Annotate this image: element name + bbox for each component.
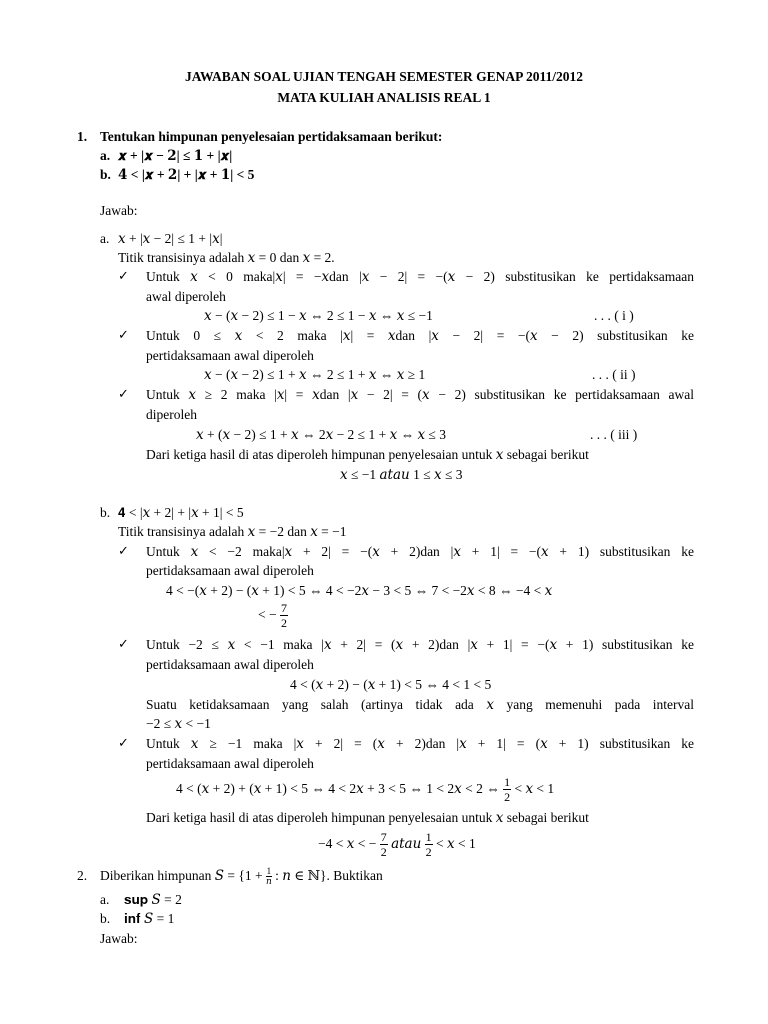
doc-title-line-2: MATA KULIAH ANALISIS REAL 1 <box>277 90 491 105</box>
fraction <box>425 830 433 859</box>
q2-prompt-suffix: : 𝑛 ∈ ℕ}. Buktikan <box>275 868 383 883</box>
q2-prompt-prefix: Diberikan himpunan 𝑆 = {1 + <box>100 868 263 883</box>
q2-b-statement: 𝐢𝐧𝐟 𝑆 = 1 <box>124 911 175 926</box>
fraction-denominator: 2 <box>504 790 511 805</box>
q1-prompt: Tentukan himpunan penyelesaian pertidaksamaan berikut: <box>100 129 443 144</box>
q1b-case3-text: Untuk 𝑥 ≥ −1 maka |𝑥 + 2| = (𝑥 + 2)dan |𝑥 + 1| = (𝑥 + 1) substitusikan ke <box>146 736 694 751</box>
q1b-case2-text: Untuk −2 ≤ 𝑥 < −1 maka |𝑥 + 2| = (𝑥 + 2)dan |𝑥 + 1| = −(𝑥 + 1) substitusikan ke <box>146 637 694 652</box>
q1b-answer-or: 𝑎𝑡𝑎𝑢 <box>391 836 422 851</box>
q1a-case3-text-cont: diperoleh <box>146 407 197 422</box>
q1b-case3-result-tail: < 𝑥 < 1 <box>514 781 555 796</box>
q1a-case1-result: 𝑥 − (𝑥 − 2) ≤ 1 − 𝑥 ⇔ 2 ≤ 1 − 𝑥 ⇔ 𝑥 ≤ −1 <box>204 308 433 323</box>
q1a-case2-tag: . . . ( ii ) <box>592 367 636 382</box>
q2-a-label: a. <box>100 892 110 907</box>
checkmark-icon: ✓ <box>118 736 129 751</box>
q1a-case2-result: 𝑥 − (𝑥 − 2) ≤ 1 + 𝑥 ⇔ 2 ≤ 1 + 𝑥 ⇔ 𝑥 ≥ 1 <box>204 367 426 382</box>
q1a-case3-result: 𝑥 + (𝑥 − 2) ≤ 1 + 𝑥 ⇔ 2𝑥 − 2 ≤ 1 + 𝑥 ⇔ 𝑥 ≤ 3 <box>196 427 446 442</box>
q1a-case1-text: Untuk 𝑥 < 0 maka|𝑥| = −𝑥dan |𝑥 − 2| = −(𝑥 − 2) substitusikan ke pertidaksamaan <box>146 269 694 284</box>
checkmark-icon: ✓ <box>118 328 129 343</box>
q1b-case3-result <box>176 771 554 807</box>
q2-number: 2. <box>77 868 88 883</box>
q1b-answer-label: b. <box>100 505 111 520</box>
fraction <box>266 867 272 886</box>
checkmark-icon: ✓ <box>118 387 129 402</box>
fraction-denominator: 2 <box>280 616 287 631</box>
q1-a-label: a. <box>100 148 111 163</box>
q1b-final-answer <box>318 826 476 862</box>
q1b-case1-prefix: < − <box>258 607 277 622</box>
checkmark-icon: ✓ <box>118 544 129 559</box>
q1a-case2-text-cont: pertidaksamaan awal diperoleh <box>146 348 314 363</box>
q1a-final-answer: 𝑥 ≤ −1 𝑎𝑡𝑎𝑢 1 ≤ 𝑥 ≤ 3 <box>340 467 463 482</box>
q2-a-statement: 𝐬𝐮𝐩 𝑆 = 2 <box>124 892 182 907</box>
q1-jawab-label: Jawab: <box>100 203 138 218</box>
q1a-case3-tag: . . . ( iii ) <box>590 427 638 442</box>
q1b-case2-result: 4 < (𝑥 + 2) − (𝑥 + 1) < 5 ⇔ 4 < 1 < 5 <box>290 677 492 692</box>
fraction-numerator: 1 <box>504 775 511 790</box>
q2-jawab-label: Jawab: <box>100 931 138 946</box>
q1a-answer-expression: 𝑥 + |𝑥 − 2| ≤ 1 + |𝑥| <box>118 231 223 246</box>
q1b-case2-text-cont: pertidaksamaan awal diperoleh <box>146 657 314 672</box>
q1-number: 1. <box>77 129 88 144</box>
q1b-note-interval: −2 ≤ 𝑥 < −1 <box>146 716 211 731</box>
q1a-case1-tag: . . . ( i ) <box>594 308 634 323</box>
q1-b-label: b. <box>100 167 111 182</box>
q1b-case1-result-cont <box>258 598 288 632</box>
checkmark-icon: ✓ <box>118 637 129 652</box>
q2-b-label: b. <box>100 911 111 926</box>
q1a-conclusion: Dari ketiga hasil di atas diperoleh himpunan penyelesaian untuk 𝑥 sebagai berikut <box>146 447 589 462</box>
q1a-case2-text: Untuk 0 ≤ 𝑥 < 2 maka |𝑥| = 𝑥dan |𝑥 − 2| = −(𝑥 − 2) substitusikan ke <box>146 328 694 343</box>
q1a-case1-text-cont: awal diperoleh <box>146 289 226 304</box>
fraction-numerator: 1 <box>266 866 272 877</box>
q2-prompt <box>100 866 383 886</box>
q1-b-expression: 𝟒 < |𝒙 + 𝟐| + |𝒙 + 𝟏| < 5 <box>118 167 255 182</box>
fraction <box>380 830 388 859</box>
q1b-conclusion: Dari ketiga hasil di atas diperoleh himpunan penyelesaian untuk 𝑥 sebagai berikut <box>146 810 589 825</box>
fraction-numerator: 7 <box>380 830 387 845</box>
fraction <box>503 775 511 804</box>
q1b-case3-text-cont: pertidaksamaan awal diperoleh <box>146 756 314 771</box>
fraction-denominator: 𝑛 <box>265 876 272 887</box>
fraction-denominator: 2 <box>380 845 387 860</box>
fraction <box>280 601 288 630</box>
q1-a-expression: 𝒙 + |𝒙 − 𝟐| ≤ 𝟏 + |𝒙| <box>118 148 233 163</box>
q1b-note: Suatu ketidaksamaan yang salah (artinya tidak ada 𝑥 yang memenuhi pada interval <box>146 697 694 712</box>
q1b-answer-tail: < 𝑥 < 1 <box>436 836 476 851</box>
q1a-case3-text: Untuk 𝑥 ≥ 2 maka |𝑥| = 𝑥dan |𝑥 − 2| = (𝑥 − 2) substitusikan ke pertidaksamaan awal <box>146 387 694 402</box>
fraction-numerator: 7 <box>280 601 287 616</box>
q1b-answer-expression: 𝟒 < |𝑥 + 2| + |𝑥 + 1| < 5 <box>118 505 244 520</box>
q1a-answer-label: a. <box>100 231 110 246</box>
q1b-case3-result-text: 4 < (𝑥 + 2) + (𝑥 + 1) < 5 ⇔ 4 < 2𝑥 + 3 < 5 ⇔ 1 < 2𝑥 < 2 ⇔ <box>176 781 500 796</box>
q1a-transition-points: Titik transisinya adalah 𝑥 = 0 dan 𝑥 = 2. <box>118 250 335 265</box>
q1b-case1-result: 4 < −(𝑥 + 2) − (𝑥 + 1) < 5 ⇔ 4 < −2𝑥 − 3 < 5 ⇔ 7 < −2𝑥 < 8 ⇔ −4 < 𝑥 <box>166 583 553 598</box>
q1b-case1-text: Untuk 𝑥 < −2 maka|𝑥 + 2| = −(𝑥 + 2)dan |𝑥 + 1| = −(𝑥 + 1) substitusikan ke <box>146 544 694 559</box>
q1b-answer-prefix: −4 < 𝑥 < − <box>318 836 377 851</box>
q1b-transition-points: Titik transisinya adalah 𝑥 = −2 dan 𝑥 = −1 <box>118 524 347 539</box>
doc-title-line-1: JAWABAN SOAL UJIAN TENGAH SEMESTER GENAP 2011/2012 <box>184 69 584 84</box>
checkmark-icon: ✓ <box>118 269 129 284</box>
fraction-numerator: 1 <box>425 830 432 845</box>
fraction-denominator: 2 <box>425 845 432 860</box>
q1b-case1-text-cont: pertidaksamaan awal diperoleh <box>146 563 314 578</box>
